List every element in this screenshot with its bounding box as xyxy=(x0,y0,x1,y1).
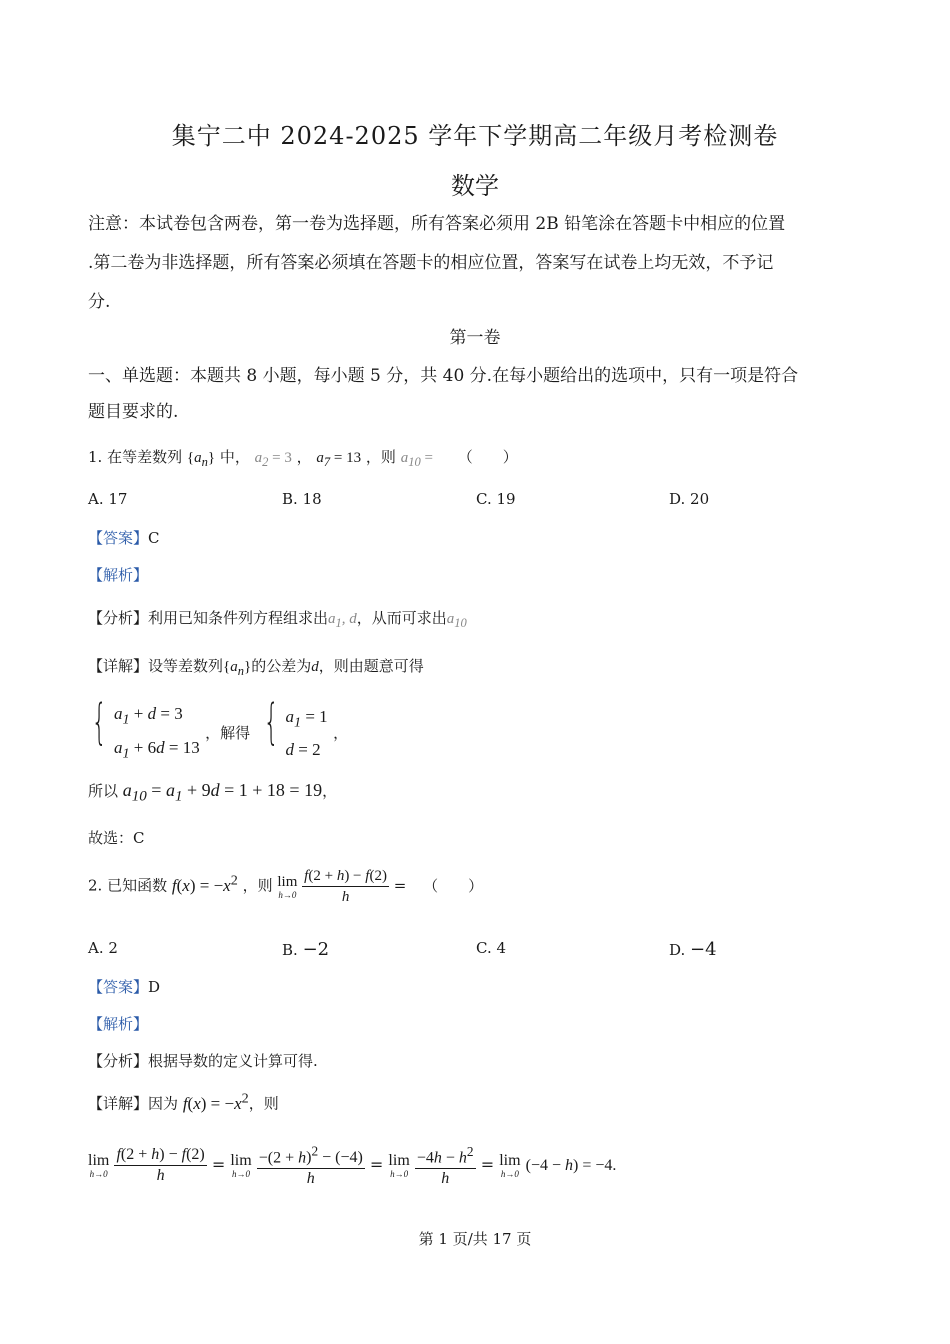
q1-target: $a_{10}$ = xyxy=(400,450,433,469)
q2-detail-text-b: ，则 xyxy=(248,1094,279,1113)
q2-option-a: A. 2 xyxy=(88,939,118,957)
q2-stem-a: 2. 已知函数 xyxy=(88,876,168,895)
q2-option-b-label: B. xyxy=(282,941,298,959)
q1-stem-c: ，则 xyxy=(365,448,396,466)
q1-seq: $\{a_n\}$ xyxy=(186,450,216,469)
fenxi-text-b: ，从而可求出 xyxy=(356,609,447,627)
q1-solve-text: ，解得 xyxy=(205,724,251,742)
q1-cond-a2: $a_2 = 3$ xyxy=(254,450,292,469)
q2-fenxi-tag: 【分析】 xyxy=(88,1052,149,1070)
q1-option-a: A. 17 xyxy=(88,490,128,508)
fenxi-tag: 【分析】 xyxy=(88,609,149,627)
q2-option-b-value: −2 xyxy=(302,939,330,960)
q1-analysis-tag: 【解析】 xyxy=(88,566,149,584)
q1-cond-a7: $a_7 = 13$ xyxy=(316,450,362,469)
q2-fenxi-text: 根据导数的定义计算可得. xyxy=(148,1052,318,1070)
so-text: 所以 xyxy=(88,782,119,800)
q1-fenxi-target: $a_{10}$ xyxy=(446,611,467,630)
q2-answer-tag: 【答案】 xyxy=(88,978,149,996)
section-instruction-2: 题目要求的. xyxy=(88,402,179,422)
q2-option-d-value: −4 xyxy=(690,939,717,960)
q1-answer xyxy=(88,527,160,548)
q2-option-d xyxy=(669,939,717,960)
q2-paren: （ ） xyxy=(423,876,484,895)
q2-stem-b: ，则 xyxy=(242,876,273,895)
q1-stem-a: 1. 在等差数列 xyxy=(88,448,183,466)
q1-option-b: B. 18 xyxy=(282,490,322,508)
question-2-stem: 2. 已知函数 $f(x) = -x^2$ ，则 lim h→0 $\frac{f(2 + h) - f(2)}{h}$ = （ ） xyxy=(88,868,484,905)
q1-paren: （ ） xyxy=(457,448,518,466)
q2-option-b xyxy=(282,939,329,960)
page-title: 集宁二中 2024-2025 学年下学期高二年级月考检测卷 xyxy=(171,122,779,150)
q1-detail xyxy=(88,655,424,679)
detail-text: 设等差数列 xyxy=(148,657,224,675)
q1-fenxi-vars: $a_1$, d xyxy=(328,611,357,630)
q1-option-d: D. 20 xyxy=(669,490,710,508)
answer-value: C xyxy=(148,529,160,547)
notice-line-3: 分. xyxy=(88,292,111,312)
section-instruction-1: 一、单选题：本题共 8 小题，每小题 5 分，共 40 分.在每小题给出的选项中，只有一项是符合 xyxy=(88,366,799,386)
fenxi-text: 利用已知条件列方程组求出 xyxy=(148,609,329,627)
q2-detail: 【详解】因为 $f(x) = -x^2$，则 xyxy=(88,1090,279,1113)
q1-stem-b: 中， xyxy=(219,448,250,466)
detail-text-b: 的公差为 xyxy=(251,657,312,675)
q1-detail-seq: $\{a_n\}$ xyxy=(223,659,252,678)
answer-tag: 【答案】 xyxy=(88,529,149,547)
page-footer: 第 1 页/共 17 页 xyxy=(418,1230,532,1248)
volume-heading: 第一卷 xyxy=(449,328,501,348)
detail-tag: 【详解】 xyxy=(88,657,149,675)
q2-detail-text: 因为 xyxy=(148,1094,179,1113)
q2-detail-tag: 【详解】 xyxy=(88,1094,149,1113)
notice-line-2: .第二卷为非选择题，所有答案必须填在答题卡的相应位置，答案写在试卷上均无效，不予记 xyxy=(88,253,774,273)
q1-result: 所以 $a_{10} = a_1 + 9d = 1 + 18 = 19$， xyxy=(88,780,338,805)
q1-fenxi xyxy=(88,607,467,631)
q2-derivation: lim h→0 $\frac{f(2 + h) - f(2)}{h}$ = lim h→0 $\frac{-(2 + h)^2 - (-4)}{h}$ = lim h→0 $\frac{-4h - h^2}{h}$ = lim h→0 (−4 − h) = −4. xyxy=(88,1144,617,1188)
q1-detail-d: d xyxy=(311,659,319,675)
q2-option-c: C. 4 xyxy=(476,939,507,957)
question-1-stem: 1. 在等差数列 $\{a_n\}$ 中， $a_2 = 3$ ， $a_7 = 13$ ，则 $a_{10}$ = （ ） xyxy=(88,448,518,469)
q2-analysis-tag: 【解析】 xyxy=(88,1015,149,1033)
q2-fenxi xyxy=(88,1050,318,1071)
q1-option-c: C. 19 xyxy=(476,490,516,508)
q2-answer xyxy=(88,976,160,997)
notice-line-1: 注意：本试卷包含两卷，第一卷为选择题，所有答案必须用 2B 铅笔涂在答题卡中相应的位置 xyxy=(88,214,786,234)
q1-conclusion: 故选：C xyxy=(88,829,145,847)
q2-option-d-label: D. xyxy=(669,941,686,959)
q1-system: { $a_1 + d = 3$ $a_1 + 6d = 13$ ，解得 { $a_1 = 1$ d = 2 ， xyxy=(91,694,349,761)
subject-title: 数学 xyxy=(451,172,499,200)
detail-text-c: ，则由题意可得 xyxy=(318,657,424,675)
q2-answer-value: D xyxy=(148,978,161,996)
